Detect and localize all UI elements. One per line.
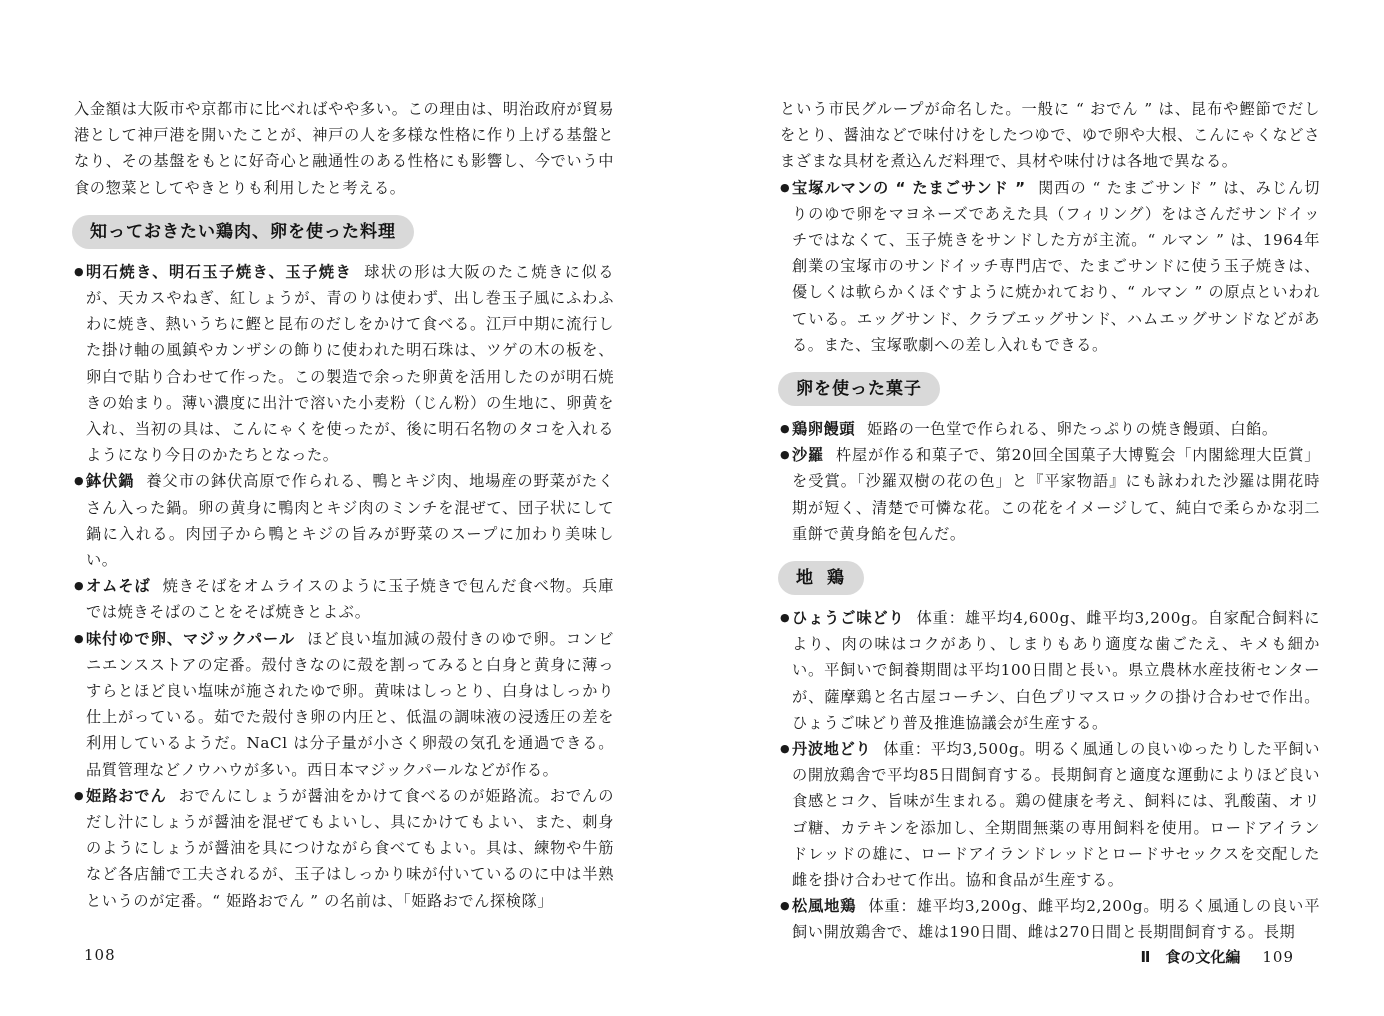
list-item <box>780 416 1320 442</box>
bullet-icon: ● <box>74 579 85 593</box>
item-term: 丹波地どり <box>792 740 872 759</box>
item-term: 鶏卵饅頭 <box>792 420 856 439</box>
item-text: 焼きそばをオムライスのように玉子焼きで包んだ食べ物。兵庫では焼きそばのことをそば焼きとよぶ。 <box>86 577 614 622</box>
list-item <box>780 442 1320 547</box>
dish-list <box>74 259 614 914</box>
item-text: 体重：雄平均4,600g、雌平均3,200g。自家配合飼料により、肉の味はコクがあり、しまりもあり適度な歯ごたえ、キメも細かい。平飼いで飼養期間は平均100日間と長い。県立農林水産技術センターが、薩摩鶏と名古屋コーチン、白色プリマスロックの掛け合わせで作出。ひょうご味どり普及推進協議会が生産する。 <box>792 609 1320 732</box>
bullet-icon: ● <box>74 474 85 488</box>
item-text: おでんにしょうが醤油をかけて食べるのが姫路流。おでんのだし汁にしょうが醤油を混ぜてもよいし、具にかけてもよい、また、刺身のようにしょうが醤油を具につけながら食べてもよい。具は、練物や牛筋など各店舗で工夫されるが、玉子はしっかり味が付いているのに中は半熟というのが定番。“ 姫路おでん ” の名前は、「姫路おでん探検隊」 <box>86 786 614 910</box>
sweets-list <box>780 416 1320 547</box>
item-term: オムそば <box>86 577 151 596</box>
item-term: 沙羅 <box>792 446 824 465</box>
intro-paragraph: 入金額は大阪市や京都市に比べればやや多い。この理由は、明治政府が貿易港として神戸港を開いたことが、神戸の人を多様な性格に作り上げる基盤となり、その基盤をもとに好奇心と融通性のある性格にも影響し、今でいう中食の惣菜としてやきとりも利用したと考える。 <box>74 100 614 197</box>
page-number-left: 108 <box>84 946 116 964</box>
list-item <box>74 783 614 914</box>
item-term: 松風地鶏 <box>792 897 857 916</box>
bullet-icon: ● <box>780 611 791 625</box>
item-text: 杵屋が作る和菓子で、第20回全国菓子大博覧会「内閣総理大臣賞」を受賞。「沙羅双樹の花の色」と『平家物語』にも詠われた沙羅は開花時期が短く、清楚で可憐な花。この花をイメージして、純白で柔らかな羽二重餅で黄身餡を包んだ。 <box>792 446 1321 543</box>
right-page <box>780 96 1320 946</box>
bullet-icon: ● <box>74 631 85 645</box>
bullet-icon: ● <box>780 180 791 194</box>
list-item <box>74 626 614 783</box>
bullet-icon: ● <box>74 264 85 278</box>
item-term: 姫路おでん <box>86 786 167 805</box>
bullet-icon: ● <box>780 899 791 913</box>
list-item <box>74 468 614 573</box>
item-text: 球状の形は大阪のたこ焼きに似るが、天カスやねぎ、紅しょうが、青のりは使わず、出し巻玉子風にふわふわに焼き、熱いうちに鰹と昆布のだしをかけて食べる。江戸中期に流行した掛け軸の風鎮やカンザシの飾りに使われた明石珠は、ツゲの木の板を、卵白で貼り合わせて作った。この製造で余った卵黄を活用したのが明石焼きの始まり。薄い濃度に出汁で溶いた小麦粉（じん粉）の生地に、卵黄を入れ、当初の具は、こんにゃくを使ったが、後に明石名物のタコを入れるようになり今日のかたちとなった。 <box>86 262 615 465</box>
item-text: 養父市の鉢伏高原で作られる、鴨とキジ肉、地場産の野菜がたくさん入った鍋。卵の黄身に鴨肉とキジ肉のミンチを混ぜて、団子状にして鍋に入れる。肉団子から鴨とキジの旨みが野菜のスープに加わり美味しい。 <box>86 472 614 570</box>
jidori-list <box>780 605 1320 946</box>
item-text: 関西の “ たまごサンド ” は、みじん切りのゆで卵をマヨネーズであえた具（フィリング）をはさんだサンドイッチではなくて、玉子焼きをサンドした方が主流。“ ルマン ” は、1964年創業の宝塚市のサンドイッチ専門店で、たまごサンドに使う玉子焼きは、優しくは軟らかくほぐすように焼かれており、“ ルマン ” の原点といわれている。エッグサンド、クラブエッグサンド、ハムエッグサンドなどがある。また、宝塚歌劇への差し入れもできる。 <box>792 178 1320 354</box>
list-item <box>74 573 614 625</box>
list-item <box>780 175 1320 358</box>
item-term: 鉢伏鍋 <box>86 472 135 491</box>
item-text: 姫路の一色堂で作られる、卵たっぷりの焼き饅頭、白餡。 <box>867 420 1278 439</box>
running-footer-right <box>1134 946 1294 967</box>
item-term: 宝塚ルマンの “ たまごサンド ” <box>792 178 1026 197</box>
item-text: 体重：平均3,500g。明るく風通しの良いゆったりした平飼いの開放鶏舎で平均85日間飼育する。長期飼育と適度な運動によりほど良い食感とコク、旨味が生まれる。鶏の健康を考え、飼料には、乳酸菌、オリゴ糖、カテキンを添加し、全期間無薬の専用飼料を使用。ロードアイランドレッドの雄に、ロードアイランドレッドとロードサセックスを交配した雌を掛け合わせて作出。協和食品が生産する。 <box>792 740 1320 890</box>
item-term: ひょうご味どり <box>792 609 905 628</box>
bullet-icon: ● <box>780 448 791 462</box>
item-term: 味付ゆで卵、マジックパール <box>86 629 296 648</box>
page-number-right: 109 <box>1262 948 1294 966</box>
list-item <box>780 893 1320 945</box>
section-heading-dishes: 知っておきたい鶏肉、卵を使った料理 <box>72 215 414 249</box>
footer-section-label: Ⅱ 食の文化編 <box>1140 948 1241 966</box>
continuation-paragraph: という市民グループが命名した。一般に “ おでん ” は、昆布や鰹節でだしをとり、醤油などで味付けをしたつゆで、ゆで卵や大根、こんにゃくなどさまざまな具材を煮込んだ料理で、具材や味付けは各地で異なる。 <box>780 100 1320 171</box>
item-text: ほど良い塩加減の殻付きのゆで卵。コンビニエンスストアの定番。殻付きなのに殻を割ってみると白身と黄身に薄っすらとほど良い塩味が施されたゆで卵。黄味はしっとり、白身はしっかり仕上がっている。茹でた殻付き卵の内圧と、低温の調味液の浸透圧の差を利用しているようだ。NaCl は分子量が小さく卵殻の気孔を通過できる。品質管理などノウハウが多い。西日本マジックパールなどが作る。 <box>86 629 614 779</box>
item-text: 体重：雄平均3,200g、雌平均2,200g。明るく風通しの良い平飼い開放鶏舎で、雄は190日間、雌は270日間と長期間飼育する。長期 <box>792 897 1321 942</box>
list-item <box>780 605 1320 736</box>
list-item <box>780 736 1320 893</box>
list-item <box>74 259 614 469</box>
bullet-icon: ● <box>780 422 791 436</box>
section-heading-sweets: 卵を使った菓子 <box>778 372 940 406</box>
section-heading-jidori: 地鶏 <box>778 561 864 595</box>
bullet-icon: ● <box>780 742 791 756</box>
bullet-icon: ● <box>74 788 85 802</box>
top-list <box>780 175 1320 358</box>
item-term: 明石焼き、明石玉子焼き、玉子焼き <box>86 262 353 281</box>
left-page <box>74 96 614 914</box>
